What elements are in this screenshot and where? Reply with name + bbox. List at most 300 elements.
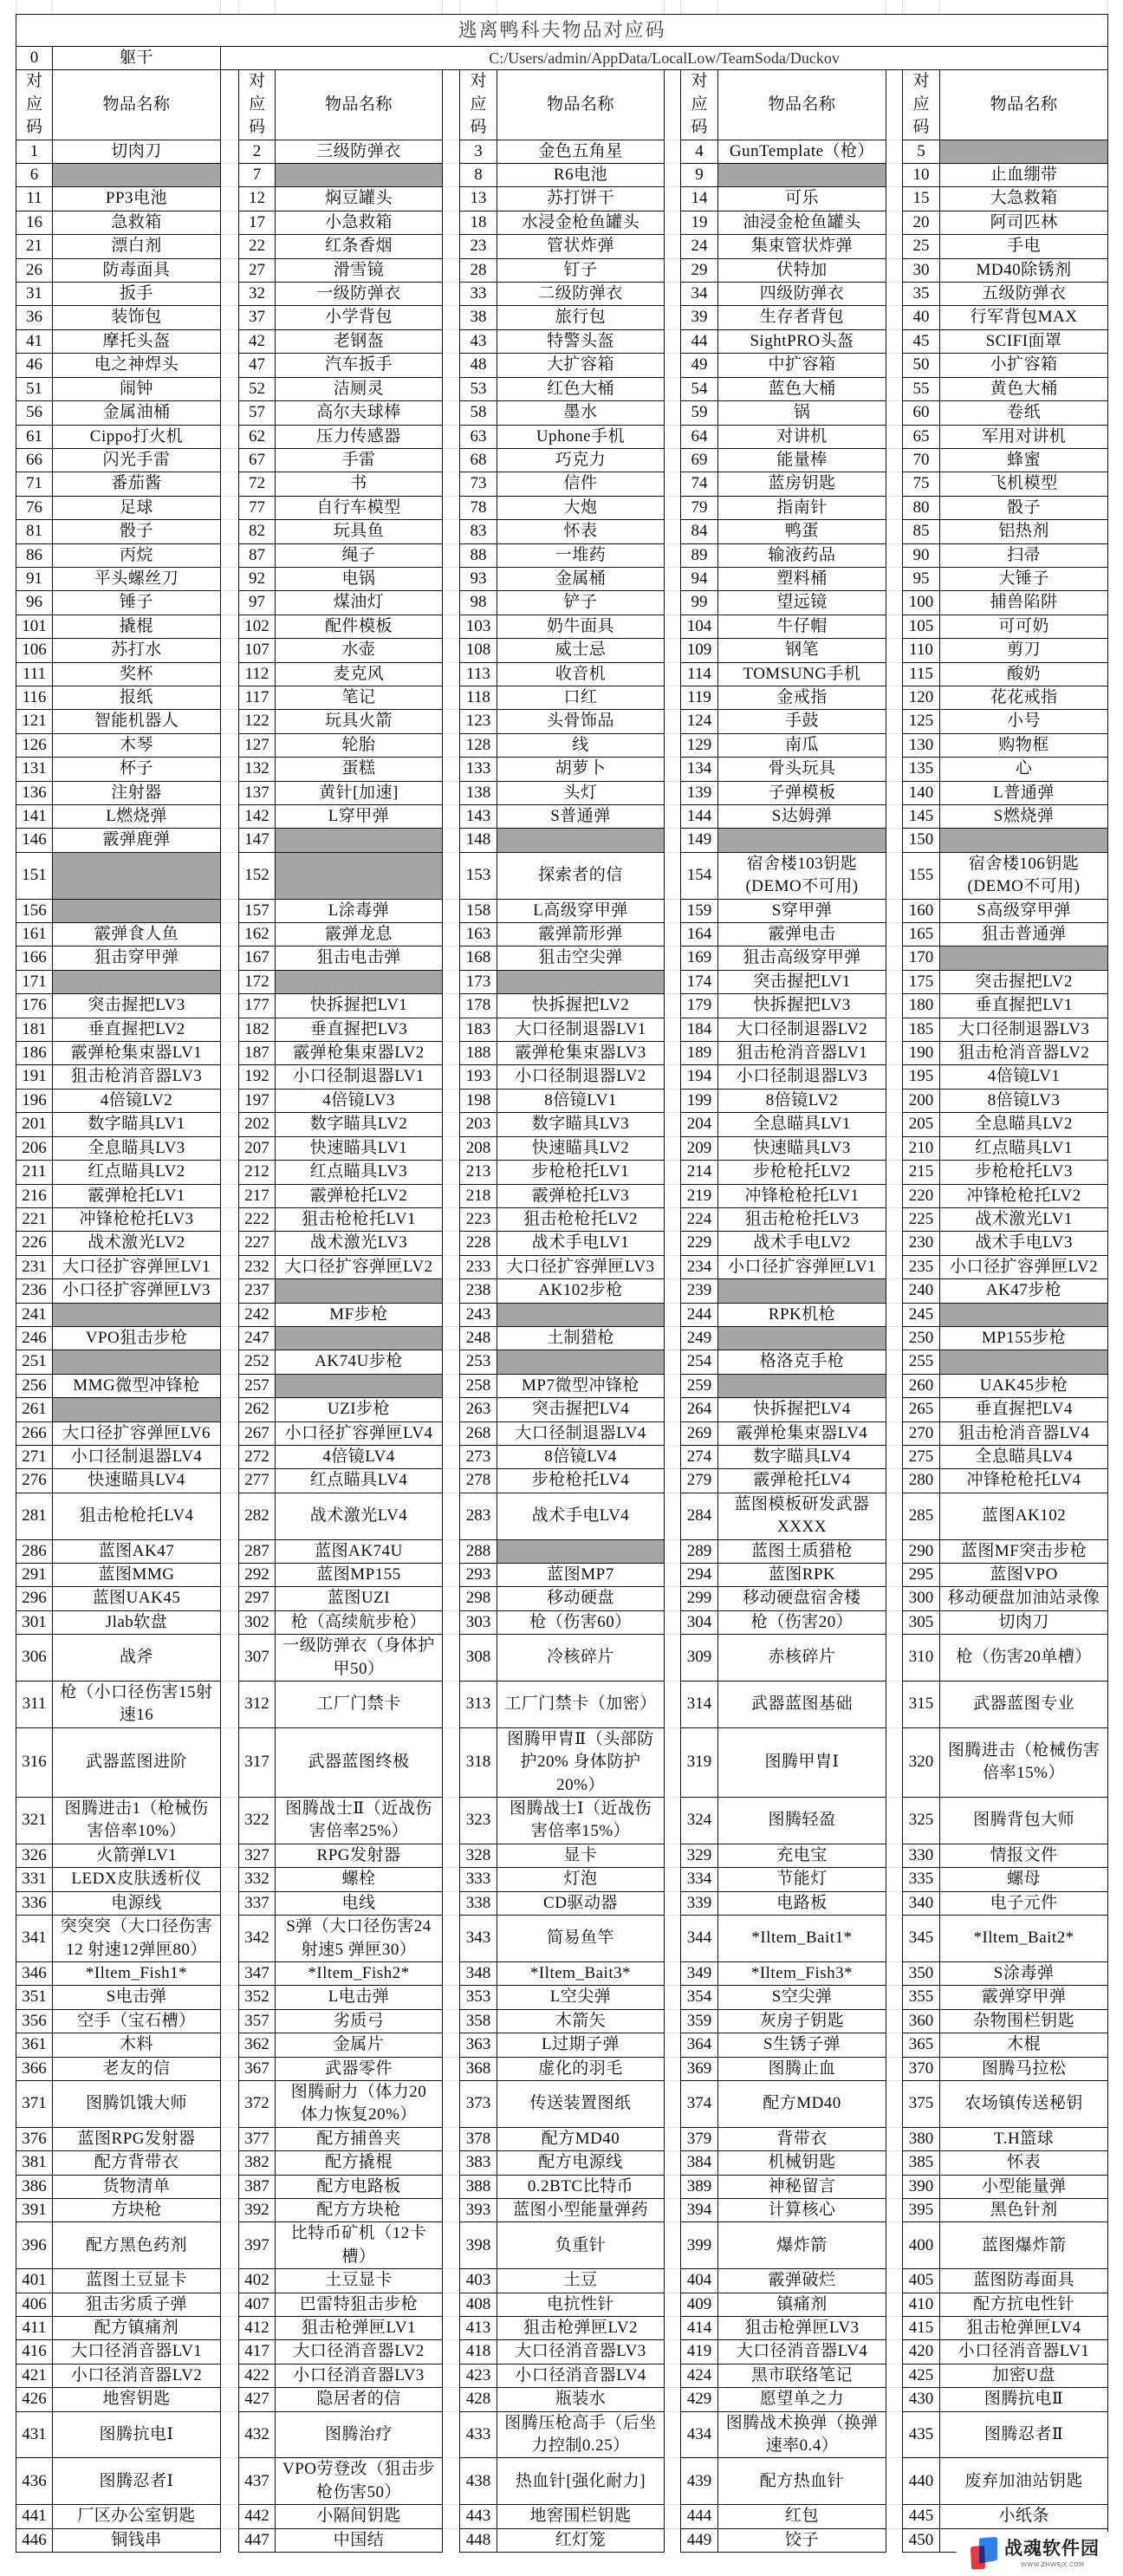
item-name: 移动硬盘加油站录像 [940,1587,1108,1610]
item-code: 424 [681,2364,718,2387]
column-gap [443,140,460,163]
item-code: 164 [681,923,718,946]
name-column-header: 物品名称 [276,70,443,140]
item-name: 图腾轻盈 [718,1798,886,1844]
item-code: 145 [903,805,940,829]
item-code: 388 [460,2175,497,2198]
item-name: 宿舍楼106钥匙(DEMO不可用) [940,852,1108,899]
column-gap [443,283,460,306]
item-code: 299 [681,1587,718,1610]
item-name: 垂直握把LV4 [940,1398,1108,1421]
item-code: 13 [460,187,497,211]
column-gap [443,164,460,187]
item-code: 243 [460,1303,497,1326]
item-code: 262 [239,1398,276,1421]
item-code: 390 [903,2175,940,2198]
column-gap [443,448,460,472]
empty-item-cell [718,1279,886,1303]
item-name: 望远镜 [718,591,886,615]
item-name: 配方电路板 [276,2175,443,2198]
column-gap [443,1374,460,1397]
item-code: 215 [903,1161,940,1184]
item-name: 丙烷 [53,543,221,567]
item-name: 黄针[加速] [276,781,443,804]
column-gap [221,639,239,662]
item-code: 343 [460,1916,497,1962]
item-code: 410 [903,2293,940,2316]
column-gap [221,306,239,329]
column-gap [886,591,903,615]
item-name: 图腾甲胄Ⅰ [718,1727,886,1797]
item-name: 灰房子钥匙 [718,2009,886,2033]
empty-item-cell [276,164,443,187]
table-row [16,805,1108,829]
item-name: 图腾甲胄Ⅱ（头部防护20% 身体防护20%） [497,1727,665,1797]
item-code: 261 [16,1398,53,1421]
column-gap [443,472,460,496]
item-name: 枪（伤害20） [718,1610,886,1634]
column-gap [443,662,460,686]
item-name: 冲锋枪枪托LV1 [718,1184,886,1207]
item-name: 加密U盘 [940,2364,1108,2387]
column-gap [886,2269,903,2293]
item-name: 大口径制退器LV2 [718,1018,886,1041]
item-name: 图腾治疗 [276,2411,443,2458]
item-code: 270 [903,1421,940,1445]
item-code: 91 [16,567,53,590]
column-gap [886,615,903,638]
table-row [16,829,1108,852]
item-code: 42 [239,329,276,353]
item-name: 蜂蜜 [940,448,1108,472]
item-name: 小纸条 [940,2505,1108,2528]
item-name: 垂直握把LV1 [940,994,1108,1018]
item-code: 396 [16,2222,53,2269]
column-gap [886,306,903,329]
item-code: 217 [239,1184,276,1207]
item-code: 155 [903,852,940,899]
item-code: 175 [903,970,940,993]
item-name: 胡萝卜 [497,758,665,781]
item-name: RPK机枪 [718,1303,886,1326]
item-code: 56 [16,401,53,425]
item-code: 323 [460,1798,497,1844]
column-gap [443,496,460,519]
item-name: 霰弹枪托LV1 [53,1184,221,1207]
row-zero [16,47,1108,70]
item-name: 图腾止血 [718,2057,886,2080]
item-name: 蓝图小型能量弹药 [497,2198,665,2221]
item-name: 数字瞄具LV4 [718,1445,886,1468]
table-row [16,2057,1108,2080]
item-code: 76 [16,496,53,519]
item-name: 冲锋枪枪托LV4 [940,1469,1108,1493]
item-name: 武器蓝图基础 [718,1682,886,1728]
column-gap [665,1113,681,1136]
column-gap [886,1113,903,1136]
item-name: 霰弹破烂 [718,2269,886,2293]
table-row [16,1184,1108,1207]
item-code: 445 [903,2505,940,2528]
column-gap [665,520,681,543]
item-name: 飞机模型 [940,472,1108,496]
item-code: 428 [460,2388,497,2411]
empty-item-cell [53,1398,221,1421]
table-row [16,639,1108,662]
item-name: 步枪枪托LV2 [718,1161,886,1184]
item-name: 螺栓 [276,1868,443,1891]
column-gap [221,1279,239,1303]
item-name: 切肉刀 [53,140,221,163]
column-gap [665,1018,681,1041]
item-name: 火箭弹LV1 [53,1844,221,1867]
column-gap [221,2057,239,2080]
column-gap [665,758,681,781]
item-name: 狙击穿甲弹 [53,946,221,970]
item-name: 红点瞄具LV2 [53,1161,221,1184]
item-name: 快速瞄具LV1 [276,1136,443,1160]
item-code: 239 [681,1279,718,1303]
item-name: 锤子 [53,591,221,615]
table-row [16,1564,1108,1587]
item-code: 125 [903,710,940,733]
item-code: 102 [239,615,276,638]
item-code: 229 [681,1232,718,1255]
item-code: 141 [16,805,53,829]
item-code: 162 [239,923,276,946]
column-gap [665,354,681,377]
item-name: 霰弹枪托LV3 [497,1184,665,1207]
item-name: 狙击枪弹匣LV2 [497,2317,665,2340]
column-gap [886,2411,903,2458]
item-code: 263 [460,1398,497,1421]
item-name: 充电宝 [718,1844,886,1867]
item-name: 狙击枪消音器LV1 [718,1042,886,1065]
item-code: 369 [681,2057,718,2080]
table-row [16,1916,1108,1962]
column-gap [665,401,681,425]
column-gap [221,520,239,543]
item-name: 8倍镜LV2 [718,1089,886,1112]
column-gap [443,829,460,852]
column-gap [886,1303,903,1326]
item-code: 384 [681,2151,718,2175]
column-gap [221,1727,239,1797]
item-code: 238 [460,1279,497,1303]
item-code: 63 [460,425,497,448]
column-gap [221,2528,239,2552]
item-name: 图腾忍者Ⅱ [940,2411,1108,2458]
item-name: *Iltem_Fish1* [53,1961,221,1985]
item-code: 394 [681,2198,718,2221]
item-name: 输液药品 [718,543,886,567]
item-code: 178 [460,994,497,1018]
item-code: 120 [903,686,940,709]
item-code: 31 [16,283,53,306]
item-name: 卷纸 [940,401,1108,425]
item-name: 报纸 [53,686,221,709]
item-code: 360 [903,2009,940,2033]
column-gap [443,329,460,353]
table-row [16,2033,1108,2057]
item-name: 骰子 [53,520,221,543]
column-gap [443,923,460,946]
item-name: *Iltem_Bait3* [497,1961,665,1985]
item-code: 98 [460,591,497,615]
column-gap [665,1421,681,1445]
item-code: 25 [903,235,940,258]
item-name: 枪（伤害20单槽） [940,1635,1108,1682]
item-name: L电击弹 [276,1986,443,2009]
item-name: 大口径消音器LV1 [53,2340,221,2364]
item-code: 186 [16,1042,53,1065]
column-gap [221,946,239,970]
item-name: UAK45步枪 [940,1374,1108,1397]
item-code: 137 [239,781,276,804]
column-gap [665,970,681,993]
empty-item-cell [276,970,443,993]
item-name: LEDX皮肤透析仪 [53,1868,221,1891]
item-name: 战术手电LV3 [940,1232,1108,1255]
item-code: 87 [239,543,276,567]
column-gap [665,1961,681,1985]
column-gap [886,1610,903,1634]
column-gap [886,2009,903,2033]
column-gap [443,758,460,781]
item-code: 233 [460,1255,497,1278]
torso-code: 0 [16,47,53,70]
item-code: 367 [239,2057,276,2080]
column-gap [443,2528,460,2552]
column-gap [443,1184,460,1207]
column-gap [221,591,239,615]
item-code: 79 [681,496,718,519]
item-name: 隐居者的信 [276,2388,443,2411]
item-name: 狙击枪枪托LV4 [53,1493,221,1539]
item-name: 闹钟 [53,377,221,400]
item-code: 231 [16,1255,53,1278]
item-code: 150 [903,829,940,852]
item-name: 简易鱼竿 [497,1916,665,1962]
item-name: 线 [497,733,665,757]
table-row [16,1374,1108,1397]
item-name: L涂毒弹 [276,899,443,922]
column-gap [665,2528,681,2552]
table-row [16,283,1108,306]
column-gap [665,1350,681,1374]
item-name: 蓝图MP155 [276,1564,443,1587]
item-code: 109 [681,639,718,662]
column-gap [886,1326,903,1350]
item-code: 216 [16,1184,53,1207]
item-code: 313 [460,1682,497,1728]
item-code: 339 [681,1891,718,1915]
column-gap [665,2269,681,2293]
item-code: 59 [681,401,718,425]
item-code: 154 [681,852,718,899]
column-gap [443,377,460,400]
item-code: 53 [460,377,497,400]
item-code: 372 [239,2080,276,2127]
item-code: 315 [903,1682,940,1728]
column-gap [886,1564,903,1587]
column-gap [665,1727,681,1797]
item-code: 422 [239,2364,276,2387]
column-gap [886,329,903,353]
empty-item-cell [276,1374,443,1397]
table-row [16,1844,1108,1867]
empty-item-cell [940,1303,1108,1326]
column-gap [886,829,903,852]
empty-item-cell [718,164,886,187]
item-name: AK102步枪 [497,1279,665,1303]
item-code: 425 [903,2364,940,2387]
table-row [16,258,1108,282]
column-gap [886,1350,903,1374]
item-name: 土制猎枪 [497,1326,665,1350]
item-name: 红点瞄具LV1 [940,1136,1108,1160]
item-code: 379 [681,2127,718,2150]
item-code: 429 [681,2388,718,2411]
table-row [16,662,1108,686]
column-gap [665,1326,681,1350]
column-gap [443,187,460,211]
table-row [16,2505,1108,2528]
item-code: 385 [903,2151,940,2175]
item-name: 酸奶 [940,662,1108,686]
column-gap [221,1326,239,1350]
column-gap [443,520,460,543]
item-code: 24 [681,235,718,258]
item-code: 184 [681,1018,718,1041]
column-gap [886,946,903,970]
table-row [16,1065,1108,1089]
item-code: 39 [681,306,718,329]
item-name: 大扩容箱 [497,354,665,377]
column-gap [886,1207,903,1231]
column-gap [443,1232,460,1255]
item-code: 189 [681,1042,718,1065]
item-code: 146 [16,829,53,852]
item-code: 294 [681,1564,718,1587]
column-gap [221,1184,239,1207]
item-name: 传送装置图纸 [497,2080,665,2127]
item-code: 235 [903,1255,940,1278]
item-code: 180 [903,994,940,1018]
item-code: 97 [239,591,276,615]
item-name: 图腾马拉松 [940,2057,1108,2080]
item-name: L过期子弹 [497,2033,665,2057]
item-code: 389 [681,2175,718,2198]
item-name: R6电池 [497,164,665,187]
item-name: 格洛克手枪 [718,1350,886,1374]
item-name: 移动硬盘宿舍楼 [718,1587,886,1610]
item-name: 钢笔 [718,639,886,662]
item-code: 254 [681,1350,718,1374]
column-gap [886,2033,903,2057]
item-code: 421 [16,2364,53,2387]
item-name: 管状炸弹 [497,235,665,258]
column-gap [221,1398,239,1421]
table-row [16,1445,1108,1468]
table-row [16,1136,1108,1160]
item-name: SightPRO头盔 [718,329,886,353]
item-name: 宿舍楼103钥匙(DEMO不可用) [718,852,886,899]
column-gap [443,1326,460,1350]
column-gap [886,2293,903,2316]
item-code: 412 [239,2317,276,2340]
item-name: 图腾战士Ⅰ（近战伤害倍率15%） [497,1798,665,1844]
table-row [16,1350,1108,1374]
item-name: 电源线 [53,1891,221,1915]
column-gap [443,733,460,757]
table-row [16,1042,1108,1065]
item-name: 焖豆罐头 [276,187,443,211]
item-code: 8 [460,164,497,187]
item-code: 168 [460,946,497,970]
item-name: 奖杯 [53,662,221,686]
item-name: 大口径消音器LV3 [497,2340,665,2364]
item-name: 蓝图RPG发射器 [53,2127,221,2150]
item-name: 战术手电LV1 [497,1232,665,1255]
column-gap [443,2009,460,2033]
item-code: 221 [16,1207,53,1231]
column-gap [221,2411,239,2458]
item-code: 383 [460,2151,497,2175]
item-name: 镇痛剂 [718,2293,886,2316]
column-gap [665,1207,681,1231]
column-gap [443,994,460,1018]
item-name: 8倍镜LV3 [940,1089,1108,1112]
table-row [16,852,1108,899]
column-gap [221,1042,239,1065]
item-name: L高级穿甲弹 [497,899,665,922]
item-code: 405 [903,2269,940,2293]
item-code: 247 [239,1326,276,1350]
sheet-gridlines [0,0,1123,14]
table-row [16,354,1108,377]
item-code: 350 [903,1961,940,1985]
item-code: 69 [681,448,718,472]
item-name: 快拆握把LV1 [276,994,443,1018]
item-name: 子弹模板 [718,781,886,804]
item-name: 二级防弹衣 [497,283,665,306]
item-name: MP7微型冲锋枪 [497,1374,665,1397]
item-code: 159 [681,899,718,922]
item-code: 366 [16,2057,53,2080]
item-name: RPG发射器 [276,1844,443,1867]
item-name: 铜钱串 [53,2528,221,2552]
item-code: 368 [460,2057,497,2080]
table-row [16,448,1108,472]
table-row [16,1986,1108,2009]
item-code: 167 [239,946,276,970]
column-gap [221,211,239,234]
column-gap [443,970,460,993]
item-code: 436 [16,2458,53,2505]
column-gap [886,2364,903,2387]
table-row [16,472,1108,496]
item-code: 352 [239,1986,276,2009]
item-code: 441 [16,2505,53,2528]
column-gap [886,923,903,946]
item-code: 209 [681,1136,718,1160]
column-gap [221,1018,239,1041]
item-name: 装饰包 [53,306,221,329]
item-name: 红色大桶 [497,377,665,400]
item-code: 232 [239,1255,276,1278]
column-gap [221,1961,239,1985]
